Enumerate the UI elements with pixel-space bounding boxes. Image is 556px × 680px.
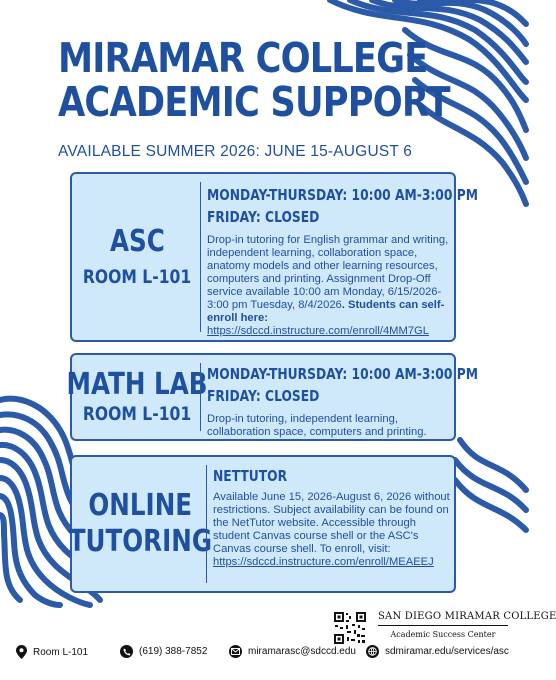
asc-room: ROOM L-101 <box>82 266 192 288</box>
asc-hours-friday: FRIDAY: CLOSED <box>207 208 320 226</box>
mathlab-divider <box>200 363 201 431</box>
college-logo-subtitle: Academic Success Center <box>390 630 496 639</box>
online-description-text: Available June 15, 2026-August 6, 2026 without restrictions. Subject availability can be found on the NetTutor website. Accessible through student Canvas course shell or the ASC's Canvas course shell. To enroll, visit: <box>213 491 450 555</box>
qr-code-icon <box>333 611 367 645</box>
footer-website-text: sdmiramar.edu/services/asc <box>385 646 509 657</box>
footer-email[interactable] <box>229 645 356 658</box>
footer-phone[interactable] <box>120 645 207 658</box>
college-logo-name: SAN DIEGO MIRAMAR COLLEGE <box>378 611 508 626</box>
college-logo <box>378 611 556 639</box>
online-name-line-1: ONLINE <box>88 488 192 523</box>
asc-label-block <box>72 174 202 340</box>
footer-website[interactable] <box>366 645 509 658</box>
footer-phone-text: (619) 388-7852 <box>139 646 208 657</box>
asc-description-text: Drop-in tutoring for English grammar and writing, independent learning, collaboration space, anatomy models and other learning resources, computers and printing. Assignment Drop-Off service available 10:00 am Monday, 6/15/2026- 3:00 pm Tuesday, 8/4/2026 <box>207 234 449 311</box>
asc-description-tail: . Students can self-enroll here: <box>207 299 445 324</box>
mathlab-description: Drop-in tutoring, independent learning, collaboration space, computers and printing. <box>207 413 427 438</box>
asc-divider <box>200 182 201 332</box>
online-tutoring-card <box>70 455 456 593</box>
globe-icon <box>366 645 379 658</box>
footer-location <box>16 645 88 659</box>
asc-hours-weekday: MONDAY-THURSDAY: 10:00 AM-3:00 PM <box>207 186 478 204</box>
asc-card <box>70 172 478 342</box>
mathlab-card <box>66 353 478 441</box>
asc-name: ASC <box>109 224 165 259</box>
footer-location-text: Room L-101 <box>33 646 89 658</box>
mathlab-room: ROOM L-101 <box>82 403 192 425</box>
phone-icon <box>120 645 133 658</box>
availability-subtitle: AVAILABLE SUMMER 2026: JUNE 15-AUGUST 6 <box>58 143 413 160</box>
online-description <box>213 491 453 569</box>
mathlab-hours-weekday: MONDAY-THURSDAY: 10:00 AM-3:00 PM <box>207 365 478 383</box>
online-divider <box>206 465 207 583</box>
asc-details <box>207 184 478 338</box>
page-title <box>58 36 450 124</box>
online-details <box>213 465 453 569</box>
online-label-block <box>68 457 212 591</box>
online-name-line-2: TUTORING <box>68 524 212 559</box>
footer-email-text: miramarasc@sdccd.edu <box>248 646 356 657</box>
location-pin-icon <box>16 645 27 659</box>
contact-footer <box>0 645 526 673</box>
title-line-2: ACADEMIC SUPPORT <box>58 78 450 126</box>
mathlab-details <box>207 363 478 439</box>
asc-description <box>207 234 452 338</box>
mathlab-label-block <box>66 355 208 439</box>
email-icon <box>229 645 242 658</box>
title-line-1: MIRAMAR COLLEGE <box>58 34 428 82</box>
nettutor-heading: NETTUTOR <box>213 467 288 485</box>
online-enroll-link[interactable]: https://sdccd.instructure.com/enroll/MEAEEJ <box>213 556 434 568</box>
mathlab-name: MATH LAB <box>66 367 208 402</box>
mathlab-hours-friday: FRIDAY: CLOSED <box>207 387 320 405</box>
asc-enroll-link[interactable]: https://sdccd.instructure.com/enroll/4MM7GL <box>207 325 429 337</box>
